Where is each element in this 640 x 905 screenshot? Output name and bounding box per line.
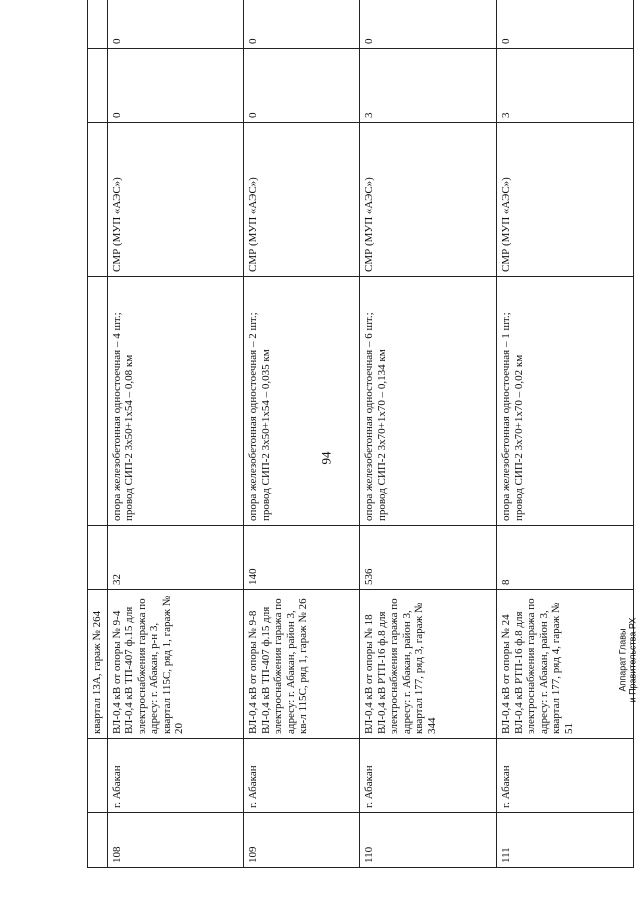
cell-a: 3 xyxy=(360,49,497,123)
cell-len: 32 xyxy=(107,526,244,590)
table-row-continuation xyxy=(88,0,108,868)
cell-b: 0 xyxy=(360,0,497,49)
cell-len: 8 xyxy=(497,526,634,590)
cell-b: 0 xyxy=(107,0,244,49)
table-row xyxy=(360,0,497,868)
cell-b: 0 xyxy=(244,0,360,49)
footer-line-2: и Правительства РХ xyxy=(627,617,638,703)
cell-len: 536 xyxy=(360,526,497,590)
page-number: 94 xyxy=(318,451,334,465)
cell-empty xyxy=(88,739,108,813)
cell-b: 0 xyxy=(497,0,634,49)
cell-org: СМР (МУП «АЭС») xyxy=(244,123,360,277)
cell-a: 3 xyxy=(497,49,634,123)
cell-org: СМР (МУП «АЭС») xyxy=(497,123,634,277)
cell-empty xyxy=(88,123,108,277)
cell-a: 0 xyxy=(244,49,360,123)
cell-len: 140 xyxy=(244,526,360,590)
cell-desc: ВЛ-0,4 кВ от опоры № 24 ВЛ-0,4 кВ РТП-16 ф.8 для электроснабжения гаража по адресу: г. Абакан, район 3, квартал 177, ряд 4, гараж № 51 xyxy=(497,590,634,739)
cell-city: г. Абакан xyxy=(244,739,360,813)
data-table-rotated xyxy=(87,38,634,868)
table-row xyxy=(107,0,244,868)
cell-city: г. Абакан xyxy=(360,739,497,813)
cell-num: 108 xyxy=(107,813,244,868)
cell-equip: опора железобетонная одностоечная – 1 шт.; провод СИП-2 3х70+1х70 – 0,02 км xyxy=(497,277,634,526)
cell-top-fragment: квартал 13А, гараж № 264 xyxy=(88,590,108,739)
cell-desc: ВЛ-0,4 кВ от опоры № 18 ВЛ-0,4 кВ РТП-16 ф.8 для электроснабжения гаража по адресу: г. Абакан, район 3, квартал 177, ряд 3, гараж № 344 xyxy=(360,590,497,739)
cell-num: 111 xyxy=(497,813,634,868)
table-row xyxy=(244,0,360,868)
cell-num: 109 xyxy=(244,813,360,868)
cell-equip: опора железобетонная одностоечная – 6 шт.; провод СИП-2 3х70+1х70 – 0,134 км xyxy=(360,277,497,526)
cell-desc: ВЛ-0,4 кВ от опоры № 9-8 ВЛ-0,4 кВ ТП-407 ф.15 для электроснабжения гаража по адресу: г. Абакан, район 3, кв-л 115С, ряд 1, гараж № 26 xyxy=(244,590,360,739)
cell-city: г. Абакан xyxy=(107,739,244,813)
cell-desc: ВЛ-0,4 кВ от опоры № 9-4 ВЛ-0,4 кВ ТП-407 ф.15 для электроснабжения гаража по адресу: г. Абакан, р-н 3, квартал 115С, ряд 1, гараж № 20 xyxy=(107,590,244,739)
cell-equip: опора железобетонная одностоечная – 2 шт.; провод СИП-2 3х50+1х54 – 0,035 км xyxy=(244,277,360,526)
cell-empty xyxy=(88,813,108,868)
cell-num: 110 xyxy=(360,813,497,868)
cell-city: г. Абакан xyxy=(497,739,634,813)
cell-empty xyxy=(88,49,108,123)
cell-a: 0 xyxy=(107,49,244,123)
footer-line-1: Аппарат Главы xyxy=(617,628,628,692)
table-row xyxy=(497,0,634,868)
data-table xyxy=(87,0,634,868)
cell-equip: опора железобетонная одностоечная – 4 шт.; провод СИП-2 3х50+1х54 – 0,08 км xyxy=(107,277,244,526)
cell-empty xyxy=(88,0,108,49)
cell-org: СМР (МУП «АЭС») xyxy=(107,123,244,277)
footer-stamp xyxy=(617,618,637,703)
cell-empty xyxy=(88,526,108,590)
cell-org: СМР (МУП «АЭС») xyxy=(360,123,497,277)
cell-empty xyxy=(88,277,108,526)
